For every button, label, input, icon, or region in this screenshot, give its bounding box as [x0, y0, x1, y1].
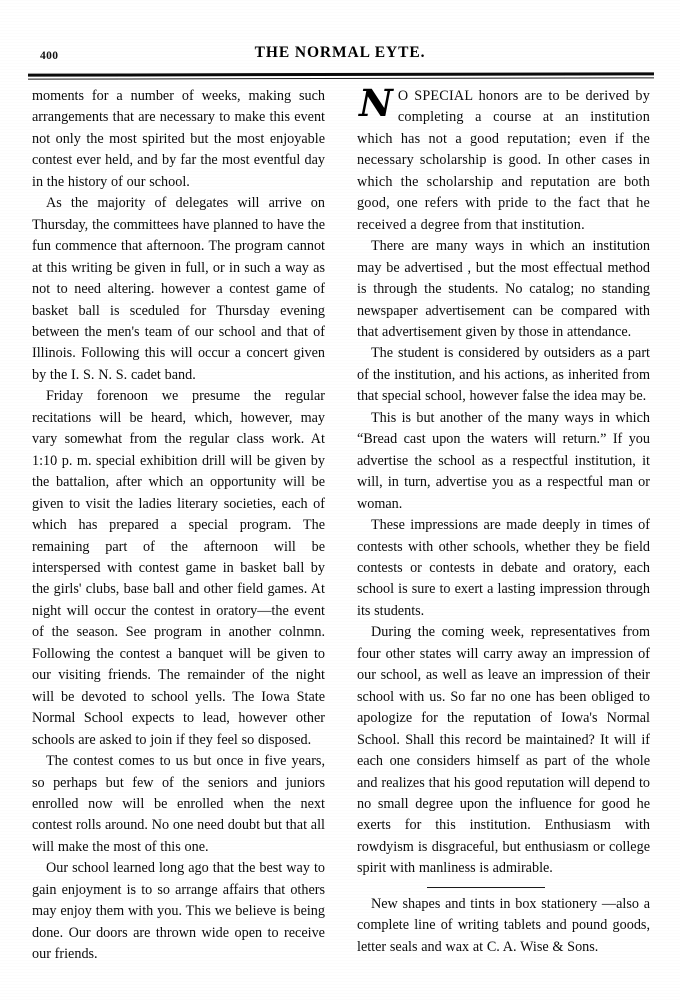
paragraph: moments for a number of weeks, making such arrangements that are necessary to make this event not only the most spirited but the most enjoyable contest ever held, and by far the most eventful day in the history of our school.	[32, 88, 325, 190]
paragraph: These impressions are made deeply in times of contests with other schools, whether they be field contests or contests in debate and oratory, each school is sure to exert a lasting impression through its students.	[357, 517, 650, 619]
publication-title: THE NORMAL EYTE.	[254, 44, 426, 61]
lead-paragraph	[357, 81, 650, 236]
paragraph: Our school learned long ago that the best way to gain enjoyment is to so arrange affairs that others may enjoy them with you. This we believe is being done. Our doors are thrown wide open to receive our friends.	[32, 860, 325, 963]
paragraph: During the coming week, representatives from four other states will carry away an impression of our school, as well as leave an impression of their school with us. So far no one has been obliged to apologize for the reputation of Iowa's Normal School. Shall this record be maintained? It will if each one considers himself as part of the whole and realizes that his good reputation will depend to no small degree upon the influence for good he exerts for this institution. Enthusiasm with rowdyism is disgraceful, but enthusiasm or college spirit with manliness is admirable.	[357, 624, 650, 877]
right-column	[357, 81, 650, 956]
header-rule-thick	[28, 72, 654, 76]
running-head	[32, 44, 648, 70]
paragraph: This is but another of the many ways in which “Bread cast upon the waters will return.” If you advertise the school as a respectful institution, it will, in turn, advertise you as a respectful man or woman.	[357, 409, 650, 512]
header-divider-rule	[28, 72, 654, 79]
drop-cap-initial: N	[359, 81, 393, 125]
left-column	[32, 86, 325, 963]
page-number: 400	[40, 50, 59, 62]
advertisement: New shapes and tints in box stationery —also a complete line of writing tablets and pound goods, letter seals and wax at C. A. Wise & Sons.	[357, 895, 650, 955]
paragraph: The contest comes to us but once in five years, so perhaps but few of the seniors and juniors enrolled now will be enrolled when the next contest rolls around. No one need doubt but that all will make the most of this one.	[32, 753, 325, 855]
paragraph: There are many ways in which an institution may be advertised , but the most effectual method is through the students. No catalog; no standing newspaper advertisement can be compared with that advertisement given by those in attendance.	[357, 238, 650, 340]
paragraph: The student is considered by outsiders as a part of the institution, and his actions, as inherited from that special school, however false the idea may be.	[357, 345, 650, 405]
section-divider-rule	[427, 887, 545, 888]
paragraph: As the majority of delegates will arrive on Thursday, the committees have planned to have the fun commence that afternoon. The program cannot at this writing be given in full, or in such a way as not to need altering. however a contest game of basket ball is sceduled for Thursday evening between the men's team of our school and that of Illinois. Following this will occur a concert given by the I. S. N. S. cadet band.	[32, 195, 325, 383]
article-body	[32, 81, 650, 963]
header-rule-thin	[28, 77, 654, 79]
paragraph: Friday forenoon we presume the regular recitations will be heard, which, however, may vary somewhat from the regular class work. At 1:10 p. m. special exhibition drill will be given by the battalion, after which an opportunity will be given to visit the ladies literary societies, each of which has prepared a special program. The remaining part of the afternoon will be interspersed with contest game in basket ball by the girls' clubs, base ball and other field games. At night will occur the contest in oratory—the event of the season. See program in another colnmn. Following the contest a banquet will be given to our visiting friends. The remainder of the night will be devoted to school yells. The Iowa State Normal School expects to lead, however other schools are asked to join if they feel so disposed.	[32, 388, 325, 748]
lead-paragraph-text: O SPECIAL honors are to be derived by completing a course at an institution which has not a good reputation; even if the necessary scholarship is good. In other cases in which the scholarship and reputation are both good, one refers with pride to the fact that he received a degree from that institution.	[357, 88, 650, 233]
